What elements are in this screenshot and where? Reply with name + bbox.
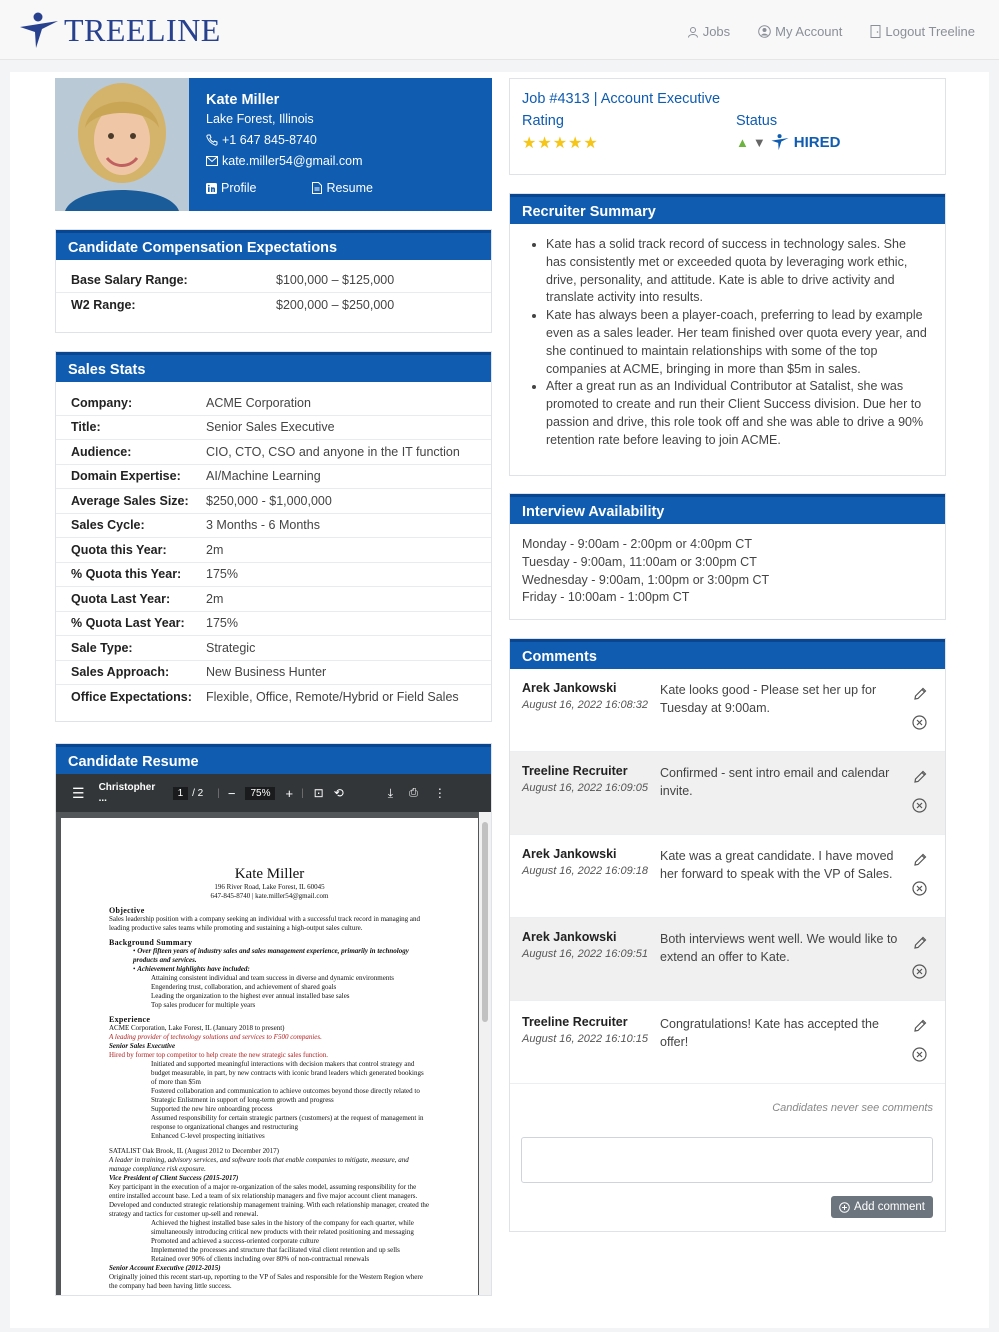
pdf-page [61,818,478,1296]
job-status [736,113,840,153]
stat-row [56,416,491,441]
comment-item [510,669,945,752]
status-controls [736,133,840,151]
nav-jobs[interactable] [687,24,730,39]
doc-name: Kate Miller [234,866,305,882]
resume-link[interactable] [312,181,373,195]
thumbs-down-icon[interactable]: ▼ [752,134,766,150]
brand-name: TREELINE [64,11,221,48]
sales-stats-title: Sales Stats [56,352,491,382]
treeline-hire-icon[interactable] [770,133,790,151]
comment-time: August 16, 2022 16:08:32 [522,699,648,711]
brand-logo[interactable] [18,10,221,50]
comment-author: Treeline Recruiter [522,764,628,778]
candidate-phone[interactable] [206,133,363,147]
doc-bg-heading: Background Summary [109,938,193,947]
pdf-page-total: / 2 [192,787,204,799]
stat-key: Average Sales Size: [71,493,189,508]
recruiter-summary-title: Recruiter Summary [510,194,945,224]
candidate-avatar-icon [55,78,189,211]
stat-row [56,489,491,514]
stat-value: CIO, CTO, CSO and anyone in the IT function [206,444,460,459]
stat-value: $250,000 - $1,000,000 [206,493,332,508]
status-label: Status [736,113,778,129]
comment-author: Arek Jankowski [522,681,617,695]
doc-bg-sub-item: Top sales producer for multiple years [151,1001,256,1009]
document-icon [312,182,322,194]
summary-item: • Kate has a solid track record of success in technology sales. She has consistently met or exceeded quota by leveraging work ethic, drive, personality, and attitude. Kate is able to drive activity and translate activity into results. [546,236,929,307]
summary-item: • Kate has always been a player-coach, preferring to lead by example even as a sales leader. Her team finished over quota every year, and she continued to maintain relationships with some of the top companies at ACME, bringing in more than $5m in sales. [546,307,929,378]
candidate-location-text: Lake Forest, Illinois [206,112,314,126]
envelope-icon [206,156,218,166]
doc-exp-heading: Experience [109,1015,151,1024]
doc-acme-bullet: Initiated and supported meaningful interactions with decision makers that control strategy and budget measurable, in part, by new contracts with iconic brand leaders which generated bookings of more than $5m [151,1060,424,1086]
stat-key: Quota this Year: [71,542,167,557]
doc-bg-sub [109,974,430,1010]
doc-contact: 647-845-8740 | kate.miller54@gmail.com [210,892,329,900]
stat-row [56,661,491,686]
comment-author: Arek Jankowski [522,930,617,944]
comment-item [510,835,945,918]
resume-card [55,743,492,1296]
stat-value: 175% [206,567,238,582]
comment-author: Arek Jankowski [522,847,617,861]
more-vert-icon[interactable]: ⋮ [433,786,446,800]
stat-value: 3 Months - 6 Months [206,518,320,533]
candidate-email[interactable] [206,154,363,168]
candidate-photo [55,78,189,211]
compensation-title: Candidate Compensation Expectations [56,230,491,260]
doc-acme-bullet: Fostered collaboration and communication to achieve outcomes beyond those directly related to Strategic Enlistment in support of long-term growth and progress [151,1087,420,1104]
stat-key: Quota Last Year: [71,591,171,606]
comment-time: August 16, 2022 16:09:51 [522,948,648,960]
download-icon[interactable]: ⤓ [387,785,394,800]
pdf-filename: Christopher ... [98,782,156,804]
pdf-viewport[interactable] [56,812,491,1296]
stat-value: 175% [206,616,238,631]
interview-availability-title: Interview Availability [510,494,945,524]
top-nav [687,24,975,39]
doc-acme-role: Senior Sales Executive [109,1042,176,1050]
compensation-row [56,293,491,318]
doc-sat-bullets [109,1219,430,1264]
doc-acme-bullet: Assumed responsibility for certain strategic partners (customers) at the request of management in response to organizational changes and restructuring [151,1114,424,1131]
stat-value: Senior Sales Executive [206,420,335,435]
job-meta [522,113,933,153]
comment-item [510,918,945,1001]
doc-bg-2-text: Achievement highlights have included: [137,965,250,973]
stat-key: Sales Approach: [71,665,170,680]
stat-row [56,514,491,539]
availability-line: Monday - 9:00am - 2:00pm or 4:00pm CT [522,537,752,551]
comment-input[interactable] [521,1137,933,1183]
compensation-list [56,260,491,317]
candidate-location [206,112,363,126]
nav-logout[interactable] [870,24,975,39]
pencil-icon[interactable] [913,687,927,701]
candidate-email-text: kate.miller54@gmail.com [222,154,363,168]
stat-row [56,685,491,710]
doc-bg-2: • Achievement highlights have included: [133,965,250,973]
doc-sat-bullet: Promoted and achieved a success-oriented corporate culture [151,1237,319,1245]
page-content [10,72,989,1328]
stat-value: ACME Corporation [206,395,311,410]
delete-circle-icon[interactable] [912,881,927,896]
doc-objective: Sales leadership position with a company seeking an individual with a successful track record in managing and leading productive sales teams while promoting and sustaining a high-output sales culture. [109,915,421,932]
comment-text: Congratulations! Kate has accepted the offer! [660,1017,879,1049]
pdf-zoom-input[interactable]: 75% [245,787,275,800]
comment-text: Kate was a great candidate. I have moved her forward to speak with the VP of Sales. [660,849,894,881]
stat-value: 2m [206,542,224,557]
recruiter-summary-card [509,193,946,476]
doc-bg-1: • Over fifteen years of industry sales and sales management experience, primarily in technology products and services. [133,947,409,964]
fit-page-icon[interactable]: ⊡ [313,786,324,800]
comment-item [510,752,945,835]
plus-circle-icon [839,1202,850,1213]
profile-link[interactable] [206,181,256,195]
comment-time: August 16, 2022 16:09:05 [522,782,648,794]
compensation-row [56,268,491,293]
stat-value: Strategic [206,640,256,655]
doc-sat-text: Key participant in the execution of a major re-organization of the sales model, assuming responsibility for the entire installed account base. Led a team of six relationship managers and five major account client managers. Developed and conducted strategic relationship management training. With each relationship manager, created the strategy and tactics for customer up-sell and renewal. [109,1183,430,1218]
pdf-divider: | [301,787,304,799]
candidate-profile-card [55,78,492,211]
stat-key: % Quota this Year: [71,567,182,582]
pencil-icon[interactable] [913,770,927,784]
doc-sat-bullet: Implemented the processes and structure that facilitated vital client retention and up sells [151,1246,400,1254]
menu-icon[interactable]: ☰ [72,784,85,801]
nav-logout-label: Logout Treeline [885,24,975,39]
delete-circle-icon[interactable] [912,715,927,730]
availability-line: Wednesday - 9:00am, 1:00pm or 3:00pm CT [522,572,770,587]
pdf-toolbar [56,774,491,812]
doc-sat-desc: A leader in training, advisory services, and software tools that enable companies to mitigate, measure, and manage compliance risk exposure. [109,1156,409,1173]
account-circle-icon [758,25,771,38]
stat-row [56,563,491,588]
delete-circle-icon[interactable] [912,964,927,979]
compensation-card [55,229,492,333]
zoom-out-icon[interactable]: − [227,785,236,801]
candidate-name: Kate Miller [206,92,280,108]
doc-acme-desc: A leading provider of technology solutions and services to F500 companies. [109,1033,322,1041]
doc-address: 196 River Road, Lake Forest, IL 60045 [214,883,325,891]
door-icon [870,25,881,38]
stat-value: 2m [206,591,224,606]
stat-row [56,538,491,563]
doc-acme-bullet: Supported the new hire onboarding process [151,1105,273,1113]
status-badge: HIRED [793,133,841,151]
phone-icon [206,134,218,146]
candidate-info [206,92,363,168]
sales-stats-list [56,382,491,710]
nav-my-account-label: My Account [775,24,843,39]
comments-note: Candidates never see comments [772,1102,933,1114]
job-rating [522,113,736,153]
job-title[interactable]: Job #4313 | Account Executive [522,91,721,107]
resume-title: Candidate Resume [56,744,491,774]
doc-acme-bullets [109,1060,430,1141]
sales-stats-card [55,351,492,722]
stat-value: AI/Machine Learning [206,469,321,484]
comment-text: Confirmed - sent intro email and calendar invite. [660,766,890,798]
add-comment-label: Add comment [854,1201,925,1213]
nav-my-account[interactable] [758,24,842,39]
stat-row [56,612,491,637]
delete-circle-icon[interactable] [912,1047,927,1062]
pencil-icon[interactable] [913,1019,927,1033]
stat-key: Domain Expertise: [71,469,181,484]
stat-value: New Business Hunter [206,665,327,680]
stat-row [56,587,491,612]
stat-key: Audience: [71,444,132,459]
recruiter-summary-list [510,224,945,462]
resume-link-label: Resume [326,181,373,195]
top-navbar [0,0,999,60]
stat-key: Sale Type: [71,640,133,655]
candidate-links [206,181,373,195]
summary-item: • After a great run as an Individual Contributor at Satalist, she was promoted to create and run their Client Success division. Due her to passion and drive, this role took off and she was able to drive a 90% retention rate before leaving to join ACME. [546,378,929,449]
delete-circle-icon[interactable] [912,798,927,813]
doc-sae-text: Originally joined this recent start-up, reporting to the VP of Sales and responsible for the Western Region where the company had been having little success. [109,1273,423,1290]
stat-key: Title: [71,420,101,435]
comment-time: August 16, 2022 16:09:18 [522,865,648,877]
doc-sat-bullet: Achieved the highest installed base sales in the history of the company for each quarter, while simultaneously introducing critical new products with their related positioning and messaging [151,1219,414,1236]
doc-bg-sub-item: Engendering trust, collaboration, and achievement of shared goals [151,983,337,991]
thumbs-up-icon[interactable]: ▲ [736,134,749,150]
doc-sae-role: Senior Account Executive (2012-2015) [109,1264,221,1272]
stat-row [56,440,491,465]
doc-bg-sub-item: Attaining consistent individual and team success in diverse and dynamic environments [151,974,395,982]
rating-stars[interactable]: ★★★★★ [522,135,599,152]
pdf-divider: | [217,787,220,799]
compensation-key: W2 Range: [71,297,136,312]
print-icon[interactable]: ⎙ [409,786,418,799]
stat-row [56,636,491,661]
compensation-value: $200,000 – $250,000 [276,297,395,312]
comment-author: Treeline Recruiter [522,1015,628,1029]
stat-key: Sales Cycle: [71,518,145,533]
stat-row [56,465,491,490]
comments-title: Comments [510,639,945,669]
interview-availability-card [509,493,946,620]
doc-acme-bullet: Enhanced C-level prospecting initiatives [151,1132,265,1140]
pdf-scroll-thumb[interactable] [482,822,488,1022]
comment-text: Both interviews went well. We would like to extend an offer to Kate. [660,932,898,964]
comment-text: Kate looks good - Please set her up for Tuesday at 9:00am. [660,683,877,715]
comment-item [510,1001,945,1084]
stat-value: Flexible, Office, Remote/Hybrid or Field Sales [206,690,459,705]
doc-objective-heading: Objective [109,906,145,915]
rotate-icon[interactable]: ⟲ [333,786,344,800]
availability-line: Friday - 10:00am - 1:00pm CT [522,590,690,605]
comments-card [509,638,946,1232]
candidate-phone-text: +1 647 845-8740 [222,133,317,147]
doc-bg-1-text: Over fifteen years of industry sales and sales management experience, primarily in technology products and services. [133,947,409,964]
zoom-in-icon[interactable]: + [285,785,294,801]
stat-key: % Quota Last Year: [71,616,185,631]
compensation-key: Base Salary Range: [71,272,188,287]
pdf-scrollbar[interactable] [479,812,491,1296]
doc-sat-line: SATALIST Oak Brook, IL (August 2012 to December 2017) [109,1147,279,1155]
doc-acme-line: ACME Corporation, Lake Forest, IL (January 2018 to present) [109,1024,285,1032]
doc-sat-bullet: Retained over 90% of clients including over 80% of non-contractual renewals [151,1255,370,1263]
linkedin-icon [206,183,217,194]
job-card [509,78,946,175]
rating-label: Rating [522,113,564,129]
user-icon [687,26,699,38]
doc-acme-hired: Hired by former top competitor to help create the new strategic sales function. [109,1051,329,1059]
treeline-logo-icon [18,10,60,50]
stat-row [56,391,491,416]
stat-key: Company: [71,395,133,410]
nav-jobs-label: Jobs [702,24,731,39]
pencil-icon[interactable] [913,936,927,950]
pencil-icon[interactable] [913,853,927,867]
comment-time: August 16, 2022 16:10:15 [522,1033,648,1045]
availability-line: Tuesday - 9:00am, 11:00am or 3:00pm CT [522,554,757,569]
add-comment-button[interactable] [831,1196,933,1218]
doc-sat-role: Vice President of Client Success (2015-2017) [109,1174,239,1182]
profile-link-label: Profile [221,181,257,195]
stat-key: Office Expectations: [71,690,192,705]
availability-list [510,524,945,619]
pdf-page-input[interactable]: 1 [173,787,189,800]
compensation-value: $100,000 – $125,000 [276,272,395,287]
doc-bg-sub-item: Leading the organization to the highest ever annual installed base sales [151,992,350,1000]
